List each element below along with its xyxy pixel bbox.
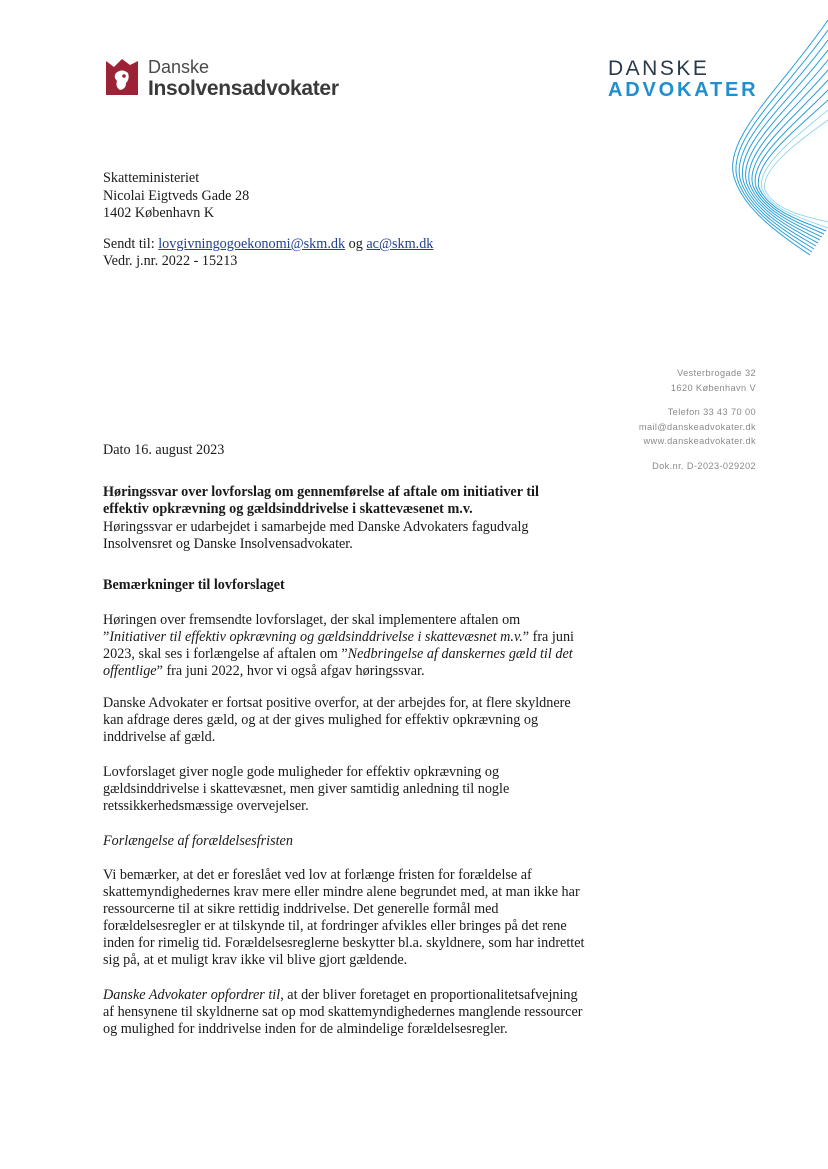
sender-address-line2: 1620 København V [670,382,756,393]
sent-to-and: og [345,236,367,252]
p2-line2: kan afdrage deres gæld, og at der gives mulighed for effektiv opkrævning og [103,712,539,728]
sender-address-line1: Vesterbrogade 32 [677,368,756,378]
decorative-swirl-icon [700,0,828,270]
p5-italic-lead: Danske Advokater opfordrer til [103,987,281,1003]
p5-line1-post: , at der bliver foretaget en proportionalitetsafvejning [280,987,578,1003]
p1-italic-title1: Initiativer til effektiv opkrævning og gældsinddrivelse i skattevæsnet m.v. [109,629,523,645]
p4-line5: inden for rimelig tid. Forældelsesreglerne beskytter bl.a. skyldnere, som har indrettet [103,935,585,951]
p4-line1: Vi bemærker, at det er foreslået ved lov at forlænge fristen for forældelse af [103,867,532,883]
p3-line3: retssikkerhedsmæssige overvejelser. [103,798,309,814]
p1-italic-title2-end: offentlige [103,663,157,679]
email-link-ac[interactable]: ac@skm.dk [366,236,434,252]
p3-line1: Lovforslaget giver nogle gode muligheder for effektiv opkrævning og [103,764,500,780]
p4-line6: sig på, at et muligt krav ikke vil blive gjort gældende. [103,952,408,968]
recipient-name: Skatteministeriet [103,170,200,186]
intro-line1: Høringssvar er udarbejdet i samarbejde med Danske Advokaters fagudvalg [103,519,529,535]
p5-line1 [103,987,578,1005]
p1-italic-title2: Nedbringelse af danskernes gæld til det [347,646,573,662]
danske-advokater-logo-line1: DANSKE [608,57,710,80]
danske-insolvensadvokater-logo [104,55,364,105]
p4-line3: ressourcerne til at sikre rettidig inddrivelse. Det generelle formål med [103,901,499,917]
p3-line2: gældsinddrivelse i skattevæsnet, men giver samtidig anledning til nogle [103,781,510,797]
logo-left-line1: Danske [148,57,210,77]
p4-line2: skattemyndighedernes krav mere eller mindre alene begrundet med, at man ikke har [103,884,580,900]
reference-number: Vedr. j.nr. 2022 - 15213 [103,253,238,269]
p1-line2-post: ” fra juni [522,629,574,645]
p1-quote-open: ” [103,629,110,645]
p2-line1: Danske Advokater er fortsat positive overfor, at der arbejdes for, at flere skyldnere [103,695,571,711]
recipient-city: 1402 København K [103,205,215,221]
p1-line4-post: ” fra juni 2022, hvor vi også afgav høringssvar. [156,663,425,679]
danske-advokater-logo-line2: ADVOKATER [608,79,759,101]
intro-line2: Insolvensret og Danske Insolvensadvokater. [103,536,353,552]
logo-left-line2: Insolvensadvokater [148,77,339,100]
recipient-street: Nicolai Eigtveds Gade 28 [103,188,250,204]
sent-to-line [103,236,433,254]
p1-line2 [103,629,574,647]
p2-line3: inddrivelse af gæld. [103,729,216,745]
p1-line3-pre: 2023, skal ses i forlængelse af aftalen om ” [103,646,348,662]
p1-line1: Høringen over fremsendte lovforslaget, der skal implementere aftalen om [103,612,521,628]
sender-address [671,366,756,395]
sender-contact [639,405,756,449]
p1-line3 [103,646,573,664]
document-number: Dok.nr. D-2023-029202 [652,461,756,471]
sender-phone: Telefon 33 43 70 00 [667,407,756,417]
section-heading-remarks: Bemærkninger til lovforslaget [103,577,285,593]
letter-date: Dato 16. august 2023 [103,442,225,458]
title-line2: effektiv opkrævning og gældsinddrivelse i skattevæsenet m.v. [103,501,473,517]
p5-line3: og mulighed for inddrivelse inden for de almindelige forældelsesregler. [103,1021,508,1037]
sender-web: www.danskeadvokater.dk [643,436,756,446]
email-link-lovgivning[interactable]: lovgivningogoekonomi@skm.dk [158,236,346,252]
sender-email: mail@danskeadvokater.dk [638,421,756,432]
insolvensadvokater-emblem-icon [104,57,140,97]
section-heading-limitation: Forlængelse af forældelsesfristen [103,833,293,849]
p1-line4 [103,663,425,681]
sent-to-prefix: Sendt til: [103,236,159,252]
p4-line4: forældelsesregler er at tilskynde til, at fordringer afvikles eller bringes på det rene [103,918,567,934]
p5-line2: af hensynene til skyldnerne sat op mod skattemyndighedernes manglende ressourcer [103,1004,583,1020]
title-line1: Høringssvar over lovforslag om gennemførelse af aftale om initiativer til [103,484,539,500]
